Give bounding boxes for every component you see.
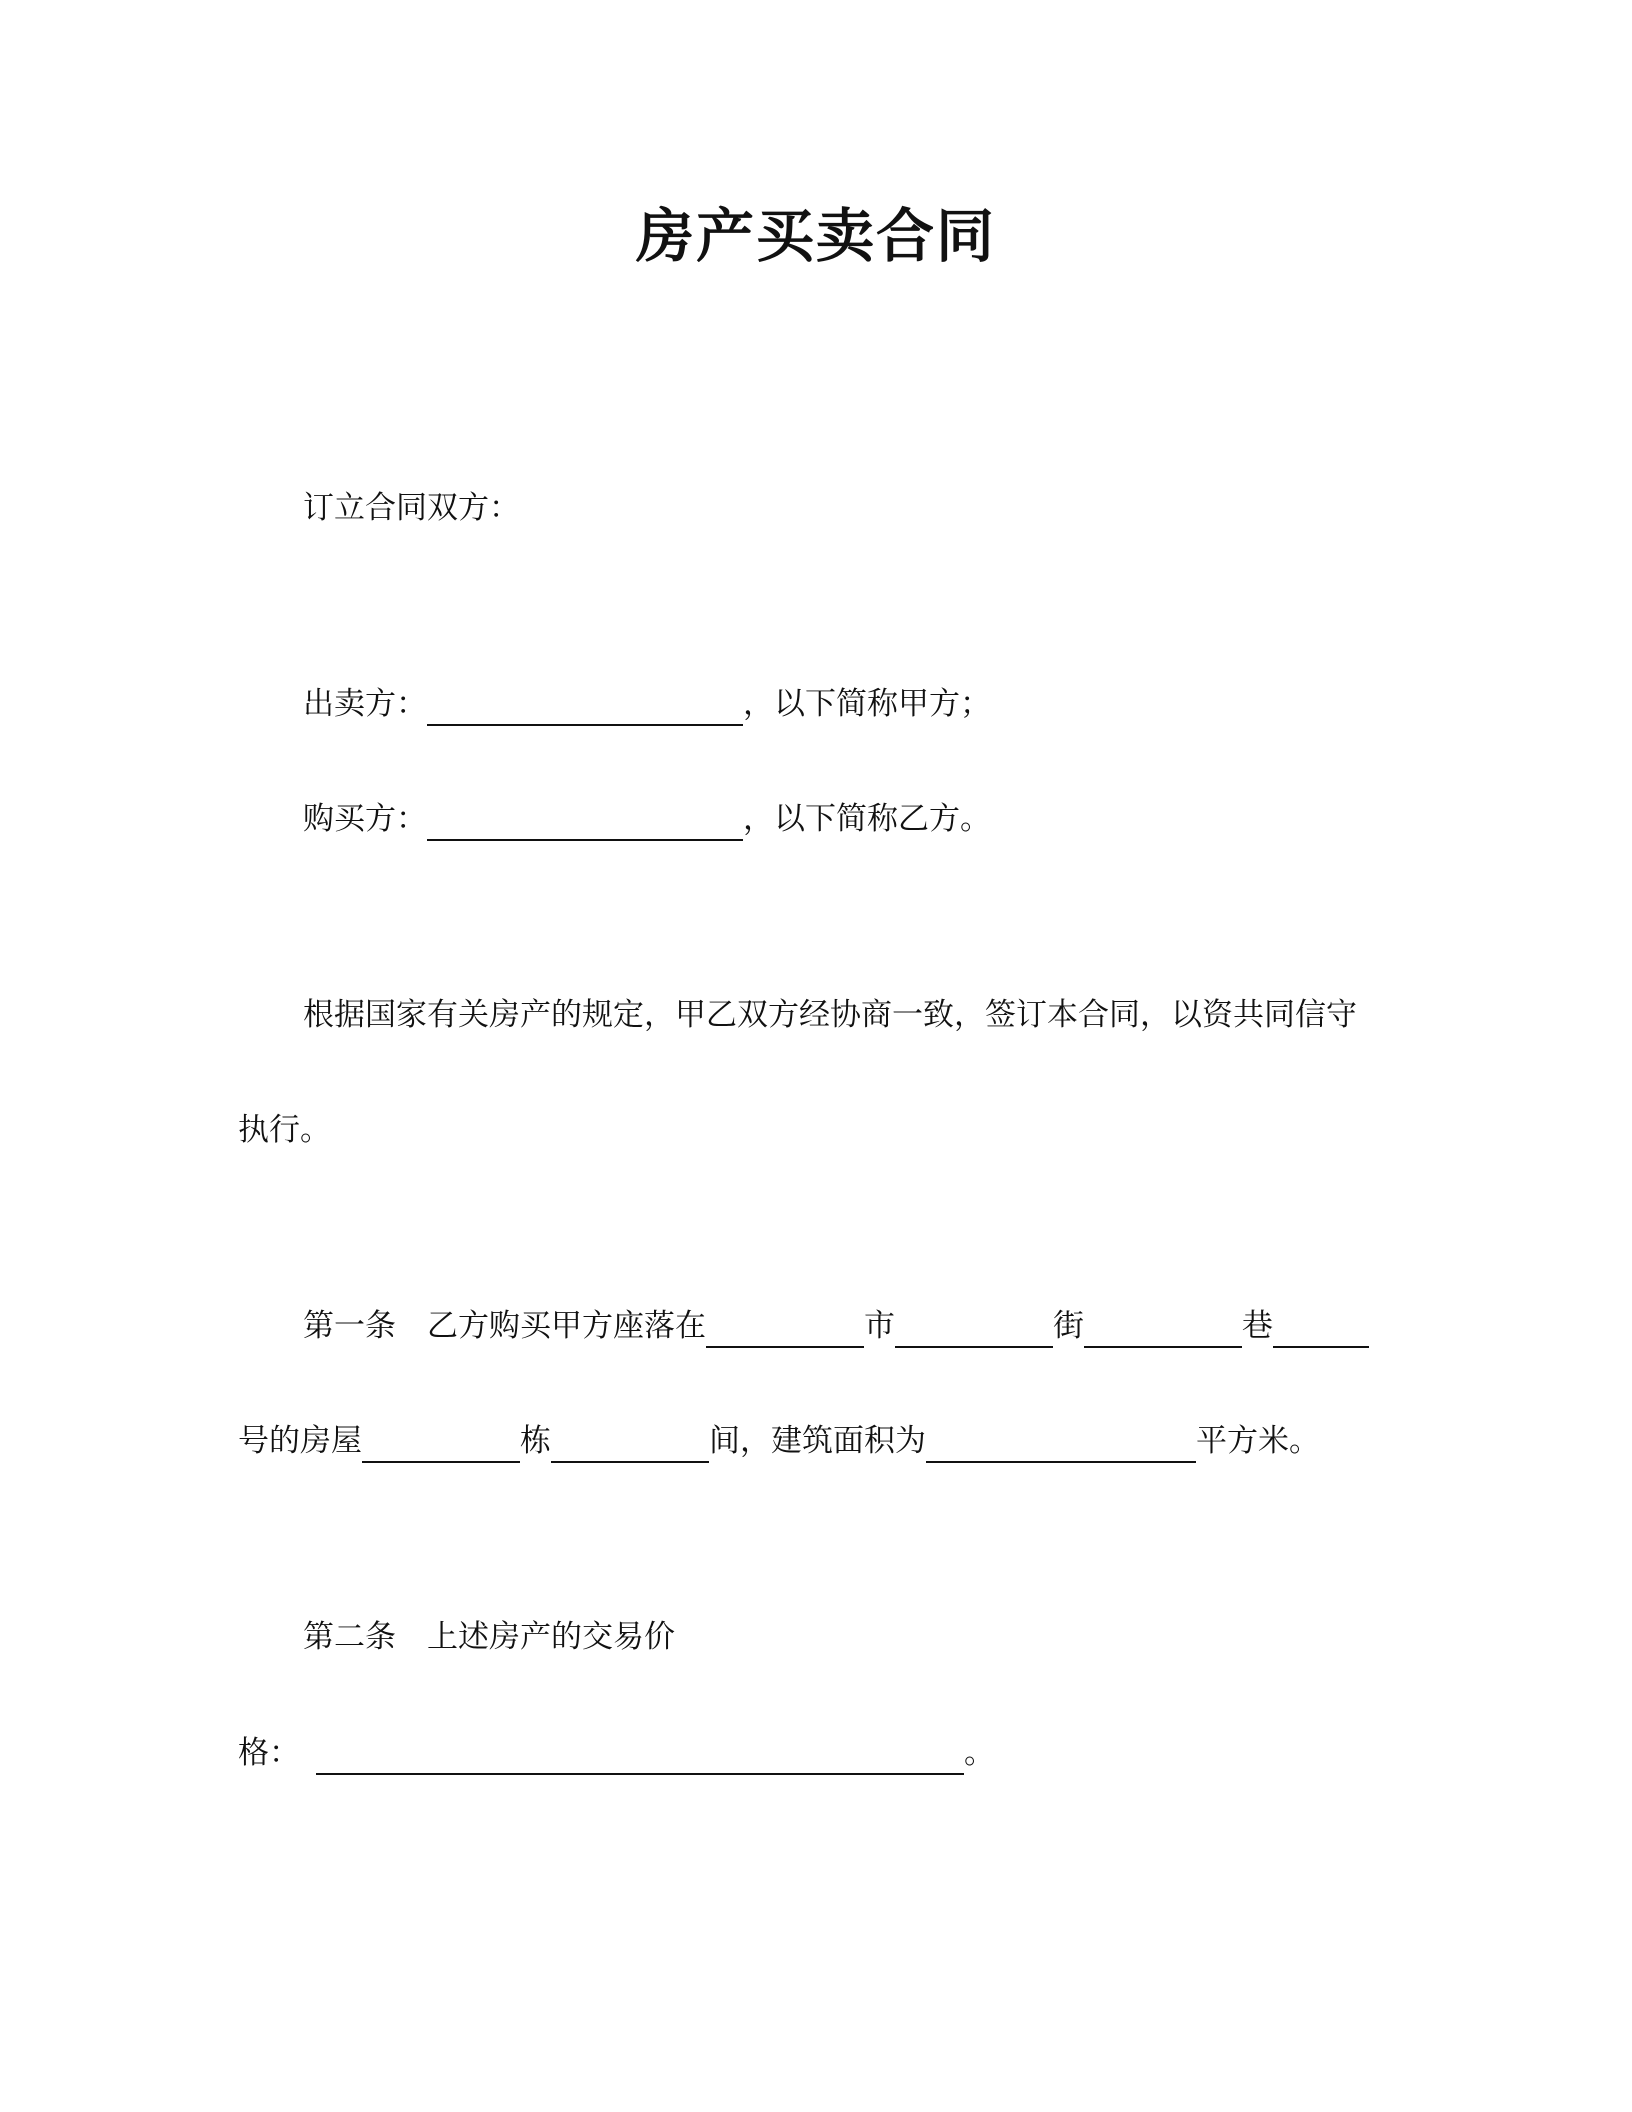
buyer-label: 购买方： xyxy=(303,801,427,837)
page-title: 房产买卖合同 xyxy=(635,202,996,270)
article1-line-1 xyxy=(303,1304,1369,1348)
article2-end: 。 xyxy=(964,1735,995,1771)
buyer-suffix: ，以下简称乙方。 xyxy=(743,801,991,837)
article2-line-2 xyxy=(238,1731,995,1775)
city-blank[interactable] xyxy=(706,1310,864,1348)
price-blank[interactable] xyxy=(316,1737,964,1775)
article1-text-a: 乙方购买甲方座落在 xyxy=(427,1308,706,1344)
lane-blank[interactable] xyxy=(1084,1310,1242,1348)
article1-line-2 xyxy=(238,1419,1320,1463)
preamble-line-1 xyxy=(303,993,1357,1037)
city-label: 市 xyxy=(864,1308,895,1344)
seller-suffix: ，以下简称甲方； xyxy=(743,686,991,722)
parties-heading-text: 订立合同双方： xyxy=(303,490,520,526)
house-number-blank[interactable] xyxy=(1273,1310,1369,1348)
seller-name-blank[interactable] xyxy=(427,688,743,726)
building-blank[interactable] xyxy=(362,1425,520,1463)
article2-line-1 xyxy=(303,1615,675,1659)
street-label: 街 xyxy=(1053,1308,1084,1344)
seller-line xyxy=(303,682,991,726)
room-label: 间，建筑面积为 xyxy=(709,1423,926,1459)
article1-text-b: 号的房屋 xyxy=(238,1423,362,1459)
room-blank[interactable] xyxy=(551,1425,709,1463)
buyer-name-blank[interactable] xyxy=(427,803,743,841)
buyer-line xyxy=(303,797,991,841)
preamble-line-2 xyxy=(238,1108,331,1152)
street-blank[interactable] xyxy=(895,1310,1053,1348)
parties-heading xyxy=(303,486,520,530)
preamble-text-1: 根据国家有关房产的规定，甲乙双方经协商一致，签订本合同，以资共同信守 xyxy=(303,997,1357,1033)
seller-label: 出卖方： xyxy=(303,686,427,722)
preamble-text-2: 执行。 xyxy=(238,1112,331,1148)
building-label: 栋 xyxy=(520,1423,551,1459)
article2-text-b: 格： xyxy=(238,1735,300,1771)
article2-text-a: 上述房产的交易价 xyxy=(427,1619,675,1655)
article2-number: 第二条 xyxy=(303,1619,396,1655)
area-unit: 平方米。 xyxy=(1196,1423,1320,1459)
lane-label: 巷 xyxy=(1242,1308,1273,1344)
area-blank[interactable] xyxy=(926,1425,1196,1463)
article1-number: 第一条 xyxy=(303,1308,396,1344)
